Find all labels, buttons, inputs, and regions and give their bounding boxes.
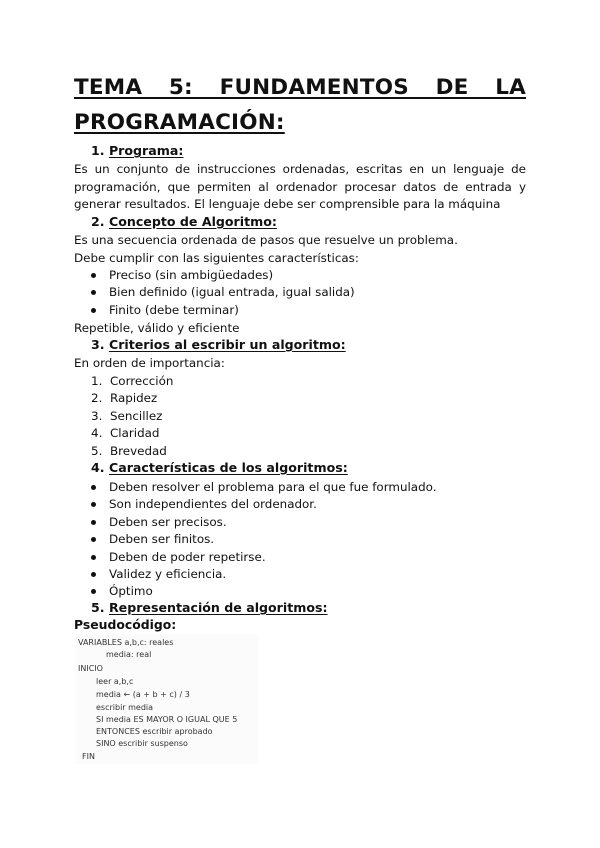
bullet-icon: [91, 273, 96, 278]
code-line: leer a,b,c: [96, 677, 134, 686]
section-heading-representacion: [91, 600, 328, 615]
programa-paragraph: [74, 161, 526, 214]
section-label: Concepto de Algoritmo:: [108, 214, 277, 229]
code-line: media: real: [106, 650, 152, 659]
bullet-icon: [91, 485, 96, 490]
page-title-line-1: TEMA 5: FUNDAMENTOS DE LA: [74, 75, 526, 100]
section-heading-programa: [91, 143, 183, 158]
section-number: 2.: [91, 214, 105, 229]
criterios-intro: En orden de importancia:: [74, 356, 225, 370]
algoritmo-closing: Repetible, válido y eficiente: [74, 321, 240, 335]
section-heading-caracteristicas: [91, 460, 348, 475]
code-line: SINO escribir suspenso: [96, 739, 188, 748]
bullet-icon: [91, 572, 96, 577]
programa-last-line: El lenguaje debe ser comprensible para la máquina: [194, 197, 501, 212]
section-number: 1.: [91, 143, 105, 158]
section-heading-algoritmo: [91, 214, 277, 229]
bullet-icon: [91, 308, 96, 313]
section-label: Representación de algoritmos:: [108, 600, 328, 615]
pseudocode-title: Pseudocódigo:: [74, 617, 177, 632]
code-line: INICIO: [78, 664, 103, 673]
section-number: 4.: [91, 460, 105, 475]
algoritmo-definition: Es una secuencia ordenada de pasos que resuelve un problema.: [74, 233, 458, 247]
section-number: 3.: [91, 337, 105, 352]
bullet-icon: [91, 520, 96, 525]
bullet-icon: [91, 290, 96, 295]
code-line: media ← (a + b + c) / 3: [96, 690, 190, 699]
section-label: Programa:: [108, 143, 184, 158]
code-line: SI media ES MAYOR O IGUAL QUE 5: [96, 715, 238, 724]
code-line: ENTONCES escribir aprobado: [96, 727, 213, 736]
section-number: 5.: [91, 600, 105, 615]
section-label: Criterios al escribir un algoritmo:: [108, 337, 346, 352]
section-heading-criterios: [91, 337, 346, 352]
page-title-line-2: PROGRAMACIÓN:: [74, 110, 285, 135]
algoritmo-intro: Debe cumplir con las siguientes características:: [74, 251, 359, 265]
code-line: escribir media: [96, 703, 154, 712]
section-label: Características de los algoritmos:: [108, 460, 348, 475]
programa-text: Es un conjunto de instrucciones ordenadas, escritas en un lenguaje de programación, que permiten al ordenador procesar datos de entrada y generar resultados.: [74, 162, 526, 212]
document-page: TEMA 5: FUNDAMENTOS DE LA PROGRAMACIÓN: 1. Programa: Es un conjunto de instrucciones ordenadas, escritas en un lenguaje de programación, que permiten al ordenador procesar datos de entrada y generar resultados. El lenguaje debe ser comprensible para la máquina 2. Concepto de Algoritmo: Es una secuencia ordenada de pasos que resuelve un problema. Debe cumplir con las siguientes características: Preciso (sin ambigüedades) Bien definido (igual entrada, igual salida) Finito (debe terminar) Repetible, válido y eficiente 3. Criterios al escribir un algoritmo: En orden de importancia: 1. Corrección 2. Rapidez 3. Sencillez 4. Claridad 5. Brevedad 4. Características de los algoritmos: Deben resolver el problema para el que fue formulado. Son independientes del ordenador. Deben ser precisos. Deben ser finitos. Deben de poder repetirse. Validez y eficiencia. Óptimo 5. Representación de algoritmos: Pseudocódigo: VARIABLES a,b,c: reales media: real INICIO leer a,b,c media ← (a + b + c) / 3 escribir media SI media ES MAYOR O IGUAL QUE 5 ENTONCES escribir aprobado SINO escribir suspenso FIN: [0, 0, 600, 848]
bullet-icon: [91, 589, 96, 594]
code-line: VARIABLES a,b,c: reales: [78, 638, 174, 647]
code-line: FIN: [82, 752, 95, 761]
pseudocode-image: [76, 634, 258, 764]
bullet-icon: [91, 502, 96, 507]
bullet-icon: [91, 537, 96, 542]
bullet-icon: [91, 555, 96, 560]
